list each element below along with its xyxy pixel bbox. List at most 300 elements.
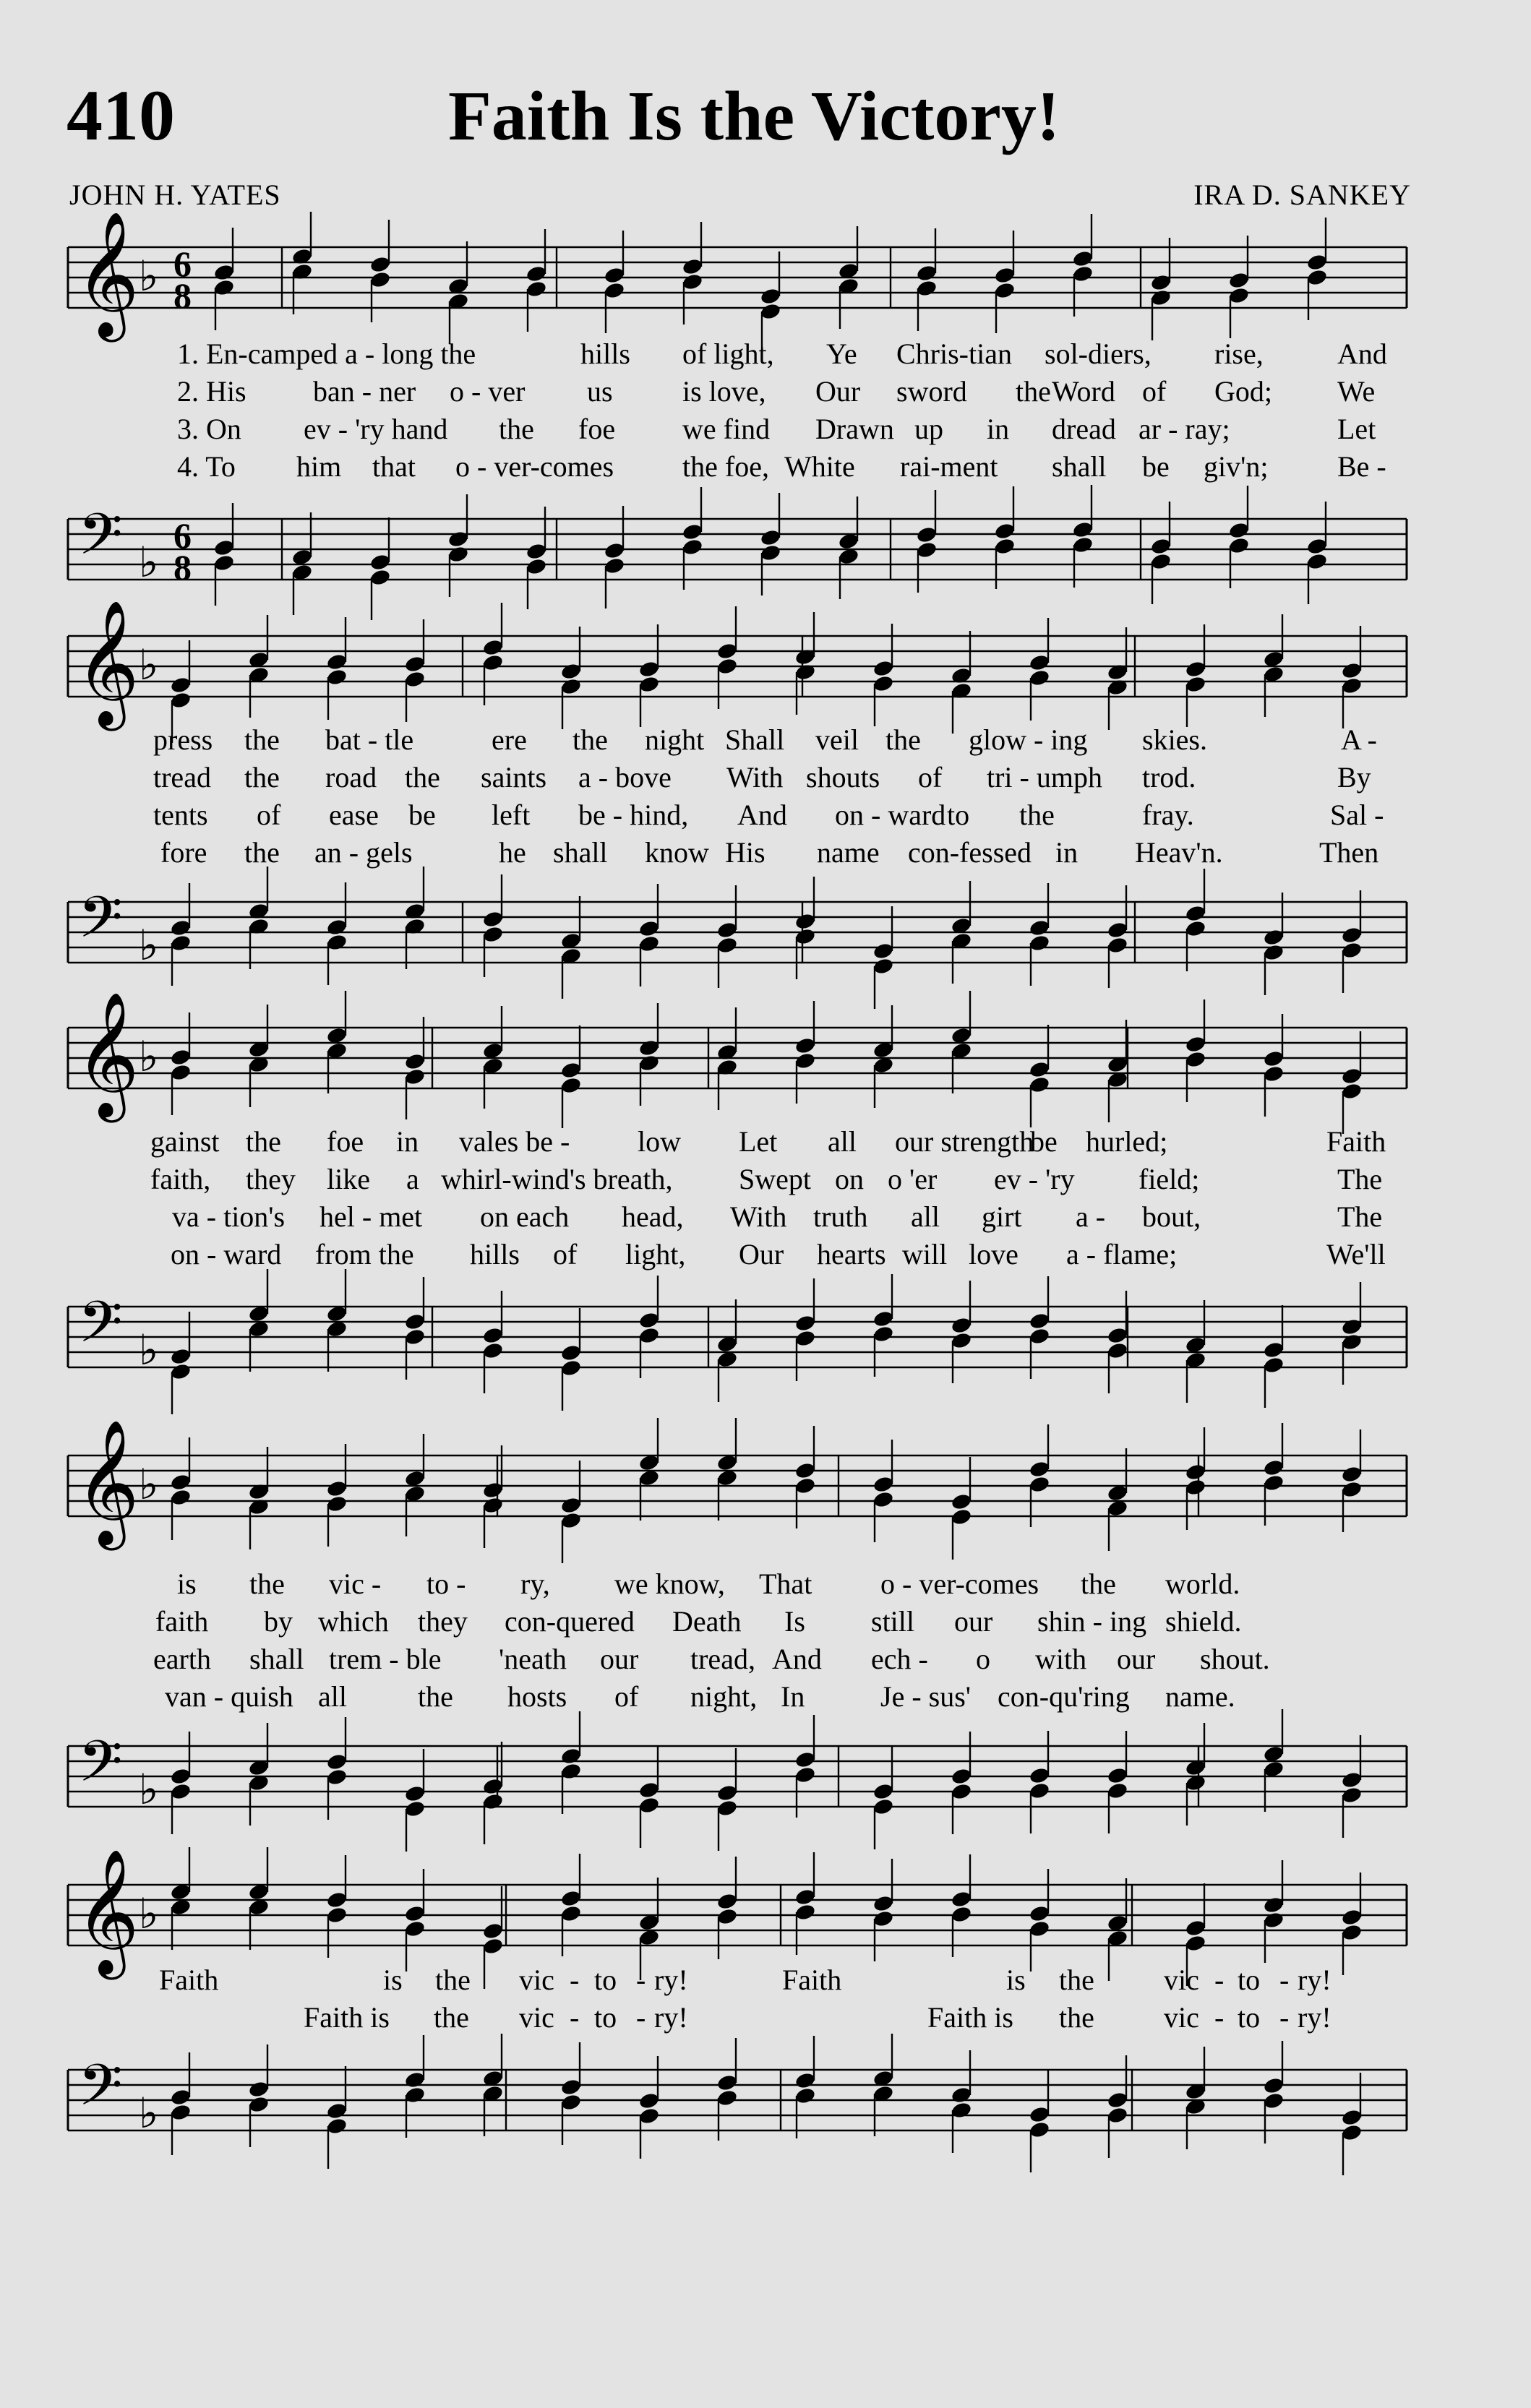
flat-sign-icon: ♭ (139, 640, 159, 689)
lyric-word: And (1337, 337, 1387, 370)
time-signature-denominator: 8 (173, 547, 192, 588)
lyric-word: 1. En-camped a - long the (177, 337, 476, 370)
notehead (794, 1052, 817, 1070)
notehead (1029, 1460, 1051, 1479)
lyric-word: 3. On (177, 413, 241, 445)
lyric-word: con-quered (505, 1605, 635, 1638)
notehead (1029, 1904, 1051, 1923)
notehead (1341, 676, 1363, 695)
notehead (872, 1782, 895, 1801)
lyric-word: shout. (1200, 1643, 1270, 1675)
lyric-word: And (737, 799, 787, 831)
lyric-word: the (244, 836, 280, 869)
lyric-line (0, 1565, 1531, 1603)
notehead (482, 925, 505, 944)
lyric-word: White (784, 450, 855, 483)
notehead (482, 1496, 505, 1515)
lyric-word: still (871, 1605, 915, 1638)
notehead (170, 1488, 192, 1507)
time-signature-numerator: 6 (173, 244, 192, 284)
notehead (638, 1311, 661, 1330)
lyric-line (0, 1198, 1531, 1236)
notehead (604, 556, 626, 575)
notehead (404, 2071, 426, 2089)
lyric-word: rise, (1214, 337, 1264, 370)
notehead (447, 530, 470, 549)
notehead (1341, 1771, 1363, 1789)
notehead (560, 1343, 583, 1362)
notehead (638, 1326, 661, 1345)
notehead (951, 1890, 973, 1909)
lyric-word: up (914, 413, 943, 445)
lyric-word: - (1279, 2001, 1290, 2034)
lyric-word: is (383, 1964, 403, 1996)
lyric-word: o - ver-comes (880, 1568, 1039, 1600)
lyric-word: con-qu'ring (998, 1680, 1130, 1713)
treble-clef-icon: 𝄞 (75, 992, 140, 1117)
notehead (604, 541, 626, 560)
notehead (951, 1905, 973, 1924)
notehead (951, 1331, 973, 1350)
lyric-word: to - (426, 1568, 466, 1600)
lyric-word: Drawn (815, 413, 894, 445)
bass-clef-icon: 𝄢 (78, 2052, 123, 2133)
lyric-word: love (969, 1238, 1018, 1270)
notehead (213, 538, 236, 557)
notehead (1150, 273, 1172, 292)
lyric-word: Faith (782, 1964, 842, 1996)
lyric-word: be (1142, 450, 1170, 483)
lyric-word: name (817, 836, 880, 869)
lyric-word: - (570, 2001, 580, 2034)
lyric-word: - (570, 1964, 580, 1996)
refrain-lyric-line (0, 1961, 1531, 1999)
lyric-word: vic (519, 1964, 554, 1996)
lyric-word: of (1142, 375, 1167, 408)
notehead (1228, 271, 1251, 290)
lyric-word: we know, (614, 1568, 725, 1600)
lyric-word: press (153, 723, 213, 756)
notehead (716, 1892, 739, 1911)
notehead (716, 1799, 739, 1818)
notehead (1185, 675, 1207, 694)
lyric-word: night, (690, 1680, 758, 1713)
lyric-word: - (1279, 1964, 1290, 1996)
bass-staff-system-4 (0, 1729, 1531, 1830)
notehead (916, 541, 938, 559)
notehead (1263, 1065, 1285, 1083)
lyric-word: o 'er (888, 1163, 938, 1195)
lyric-word: the (1019, 799, 1055, 831)
lyric-word: from the (315, 1238, 414, 1270)
lyric-line (0, 1641, 1531, 1678)
lyricist-credit: JOHN H. YATES (69, 179, 281, 211)
hymn-title: Faith Is the Victory! (448, 77, 1060, 155)
lyric-word: Let (739, 1125, 778, 1158)
lyric-word: earth (153, 1643, 211, 1675)
notehead (951, 2101, 973, 2120)
notehead (1341, 2123, 1363, 2142)
lyric-word: veil (815, 723, 859, 756)
lyric-line (0, 1123, 1531, 1161)
notehead (170, 1767, 192, 1786)
lyric-word: hills (470, 1238, 520, 1270)
lyric-word: Faith (159, 1964, 219, 1996)
lyric-word: shall (1052, 450, 1107, 483)
lyric-word: vic - (329, 1568, 382, 1600)
lyric-word: the (572, 723, 608, 756)
notehead (1029, 653, 1051, 672)
notehead (1263, 1356, 1285, 1375)
notehead (560, 677, 583, 696)
notehead (1185, 1050, 1207, 1069)
lyric-word: our strength (895, 1125, 1034, 1158)
lyric-word: foe (578, 413, 616, 445)
bass-staff-system-3 (0, 1289, 1531, 1390)
notehead (1150, 537, 1172, 556)
lyric-word: - (636, 1964, 646, 1996)
notehead (794, 1476, 817, 1495)
lyric-word: the (885, 723, 921, 756)
notehead (872, 1310, 895, 1328)
lyric-word: the (1059, 2001, 1094, 2034)
notehead (716, 642, 739, 661)
lyric-word: to (947, 799, 970, 831)
treble-staff-system-4 (0, 1419, 1531, 1545)
lyric-word: trem - ble (329, 1643, 442, 1675)
notehead (682, 523, 704, 541)
notehead (482, 638, 505, 657)
notehead (1185, 1934, 1207, 1953)
notehead (872, 659, 895, 678)
lyric-word: is (1006, 1964, 1026, 1996)
lyric-word: trod. (1142, 761, 1196, 794)
notehead (526, 557, 548, 576)
notehead (1185, 1478, 1207, 1497)
time-signature-denominator: 8 (173, 275, 192, 316)
notehead (1341, 1082, 1363, 1101)
lyric-word: the (435, 1964, 471, 1996)
lyric-word: the (246, 1125, 281, 1158)
notehead (1107, 2091, 1129, 2110)
notehead (872, 1894, 895, 1913)
notehead (794, 912, 817, 931)
lyric-word: a - bove (578, 761, 672, 794)
notehead (1263, 1458, 1285, 1477)
lyric-word: ry! (654, 2001, 688, 2034)
lyric-word: shield. (1165, 1605, 1242, 1638)
lyric-word: us (587, 375, 613, 408)
notehead (872, 1909, 895, 1928)
notehead (560, 1359, 583, 1377)
notehead (1029, 1919, 1051, 1938)
notehead (794, 2071, 817, 2090)
lyric-word: all (911, 1200, 940, 1233)
notehead (916, 264, 938, 283)
treble-clef-icon: 𝄞 (75, 600, 140, 726)
lyric-word: o - ver (450, 375, 526, 408)
notehead (951, 1316, 973, 1335)
notehead (404, 1067, 426, 1086)
notehead (326, 653, 348, 671)
notehead (170, 1473, 192, 1492)
lyric-word: tread, (690, 1643, 755, 1675)
lyric-word: rai-ment (900, 450, 998, 483)
lyric-word: van - quish (165, 1680, 293, 1713)
notehead (404, 1312, 426, 1331)
lyric-word: We (1337, 375, 1376, 408)
lyric-word: Shall (725, 723, 785, 756)
lyric-word: o - ver-comes (455, 450, 614, 483)
lyric-word: the (1081, 1568, 1116, 1600)
lyric-word: the (244, 723, 280, 756)
notehead (638, 2091, 661, 2110)
notehead (638, 919, 661, 938)
lyric-word: in (1055, 836, 1078, 869)
bass-staff-system-2 (0, 885, 1531, 986)
lyric-word: of light, (682, 337, 774, 370)
notehead (1341, 1465, 1363, 1484)
lyric-word: Our (815, 375, 861, 408)
lyric-word: With (730, 1200, 787, 1233)
notehead (248, 2080, 270, 2099)
notehead (170, 2103, 192, 2122)
notehead (1107, 921, 1129, 939)
treble-staff-system-2 (0, 600, 1531, 726)
notehead (1072, 249, 1094, 268)
lyric-word: hearts (817, 1238, 886, 1270)
lyric-word: in (987, 413, 1010, 445)
notehead (716, 2073, 739, 2092)
lyric-word: dread (1052, 413, 1116, 445)
notehead (560, 2078, 583, 2097)
notehead (872, 1325, 895, 1343)
notehead (951, 1767, 973, 1786)
lyric-line (0, 1678, 1531, 1716)
lyric-word: ere (492, 723, 527, 756)
lyric-word: His (725, 836, 766, 869)
notehead (994, 537, 1016, 556)
lyric-word: of (553, 1238, 578, 1270)
lyric-word: ry! (1298, 1964, 1331, 1996)
lyric-word: the (1016, 375, 1051, 408)
lyric-word: o (976, 1643, 990, 1675)
notehead (760, 287, 782, 306)
lyric-word: gainst (150, 1125, 220, 1158)
notehead (1072, 265, 1094, 283)
lyric-word: faith, (150, 1163, 211, 1195)
lyric-word: truth (813, 1200, 868, 1233)
lyric-word: fray. (1142, 799, 1194, 831)
notehead (994, 522, 1016, 541)
bass-clef-icon: 𝄢 (78, 884, 123, 965)
notehead (1029, 1766, 1051, 1785)
lyric-word: shall (553, 836, 608, 869)
notehead (1107, 1326, 1129, 1345)
lyric-word: hills (580, 337, 630, 370)
notehead (1107, 936, 1129, 955)
lyric-word: And (772, 1643, 822, 1675)
lyric-word: ry! (1298, 2001, 1331, 2034)
lyric-word: God; (1214, 375, 1272, 408)
notehead (404, 1904, 426, 1923)
notehead (1185, 660, 1207, 679)
notehead (1341, 1786, 1363, 1805)
notehead (170, 1347, 192, 1366)
notehead (872, 1490, 895, 1509)
lyric-word: like (327, 1163, 370, 1195)
lyric-word: which (318, 1605, 389, 1638)
lyric-word: an - gels (314, 836, 413, 869)
notehead (1306, 537, 1329, 556)
lyric-word: Sal - (1330, 799, 1384, 831)
lyric-word: vic (1164, 2001, 1199, 2034)
lyric-word: the (499, 413, 534, 445)
notehead (326, 668, 348, 687)
lyric-word: on - ward (171, 1238, 282, 1270)
lyric-word: light, (625, 1238, 686, 1270)
lyric-word: the foe, (682, 450, 769, 483)
notehead (560, 2093, 583, 2112)
notehead (1185, 1035, 1207, 1054)
notehead (951, 1492, 973, 1511)
notehead (1029, 1781, 1051, 1800)
lyric-word: of (257, 799, 281, 831)
notehead (1263, 2091, 1285, 2110)
lyric-word: Is (784, 1605, 805, 1638)
lyric-word: to (1238, 2001, 1261, 2034)
lyric-word: that (372, 450, 416, 483)
notehead (482, 1777, 505, 1796)
notehead (369, 568, 392, 587)
notehead (482, 653, 505, 672)
notehead (170, 676, 192, 695)
flat-sign-icon: ♭ (139, 538, 159, 587)
notehead (1341, 941, 1363, 960)
lyric-word: a (406, 1163, 419, 1195)
notehead (716, 936, 739, 955)
lyric-word: low (638, 1125, 681, 1158)
lyric-word: on each (480, 1200, 570, 1233)
notehead (638, 934, 661, 953)
notehead (604, 266, 626, 285)
notehead (326, 1768, 348, 1786)
flat-sign-icon: ♭ (139, 1032, 159, 1081)
lyric-word: world. (1165, 1568, 1240, 1600)
lyric-word: know (645, 836, 709, 869)
lyric-word: ry, (520, 1568, 550, 1600)
notehead (872, 1475, 895, 1494)
lyric-word: will (902, 1238, 948, 1270)
treble-clef-icon: 𝄞 (75, 1849, 140, 1974)
lyric-word: road (325, 761, 377, 794)
lyric-word: By (1337, 761, 1371, 794)
lyric-line (0, 1603, 1531, 1641)
notehead (1341, 1908, 1363, 1927)
notehead (1029, 1075, 1051, 1094)
notehead (794, 1329, 817, 1348)
notehead (1228, 536, 1251, 555)
lyric-word: of (918, 761, 943, 794)
flat-sign-icon: ♭ (139, 921, 159, 970)
notehead (326, 2117, 348, 2136)
notehead (170, 1063, 192, 1082)
lyric-word: ar - ray; (1138, 413, 1230, 445)
lyric-word: tri - umph (987, 761, 1102, 794)
notehead (560, 1904, 583, 1923)
lyric-word: the (405, 761, 440, 794)
lyric-word: he (499, 836, 526, 869)
notehead (1306, 253, 1329, 272)
notehead (716, 657, 739, 676)
treble-clef-icon: 𝄞 (75, 1419, 140, 1545)
lyric-word: va - tion's (172, 1200, 286, 1233)
notehead (404, 2086, 426, 2104)
lyric-word: Be - (1337, 450, 1386, 483)
lyric-word: is (177, 1568, 197, 1600)
notehead (1150, 288, 1172, 307)
notehead (560, 1762, 583, 1781)
lyric-word: be - hind, (578, 799, 689, 831)
lyric-word: vic (519, 2001, 554, 2034)
notehead (369, 255, 392, 274)
lyric-word: to (594, 2001, 617, 2034)
lyric-word: to (594, 1964, 617, 1996)
lyric-word: 'neath (499, 1643, 567, 1675)
notehead (526, 280, 548, 298)
lyric-word: glow - ing (969, 723, 1088, 756)
notehead (369, 553, 392, 572)
notehead (604, 281, 626, 300)
notehead (1263, 943, 1285, 962)
lyric-word: left (492, 799, 531, 831)
notehead (526, 542, 548, 561)
lyric-word: ry! (654, 1964, 688, 1996)
lyric-word: all (828, 1125, 857, 1158)
lyric-word: 4. To (177, 450, 236, 483)
lyric-word: foe (327, 1125, 364, 1158)
notehead (1185, 904, 1207, 923)
notehead (213, 263, 236, 282)
lyric-word: The (1337, 1163, 1383, 1195)
notehead (638, 660, 661, 679)
lyric-line (0, 448, 1531, 486)
lyric-word: in (396, 1125, 419, 1158)
notehead (326, 1906, 348, 1925)
notehead (482, 1326, 505, 1345)
notehead (951, 2086, 973, 2104)
lyric-word: the (244, 761, 280, 794)
notehead (1107, 1766, 1129, 1785)
lyric-word: tents (153, 799, 208, 831)
notehead (404, 1784, 426, 1803)
notehead (994, 266, 1016, 285)
notehead (1263, 1474, 1285, 1492)
lyric-word: Je - sus' (880, 1680, 971, 1713)
lyric-word: con-fessed (908, 836, 1032, 869)
notehead (716, 2089, 739, 2107)
lyric-word: the (418, 1680, 453, 1713)
notehead (682, 538, 704, 556)
lyric-word: of (614, 1680, 639, 1713)
lyric-word: head, (622, 1200, 684, 1233)
notehead (994, 281, 1016, 300)
lyric-line (0, 410, 1531, 448)
lyric-word: Heav'n. (1135, 836, 1223, 869)
lyric-word: saints (481, 761, 547, 794)
lyric-word: is love, (682, 375, 766, 408)
lyric-word: ev - 'ry hand (304, 413, 448, 445)
